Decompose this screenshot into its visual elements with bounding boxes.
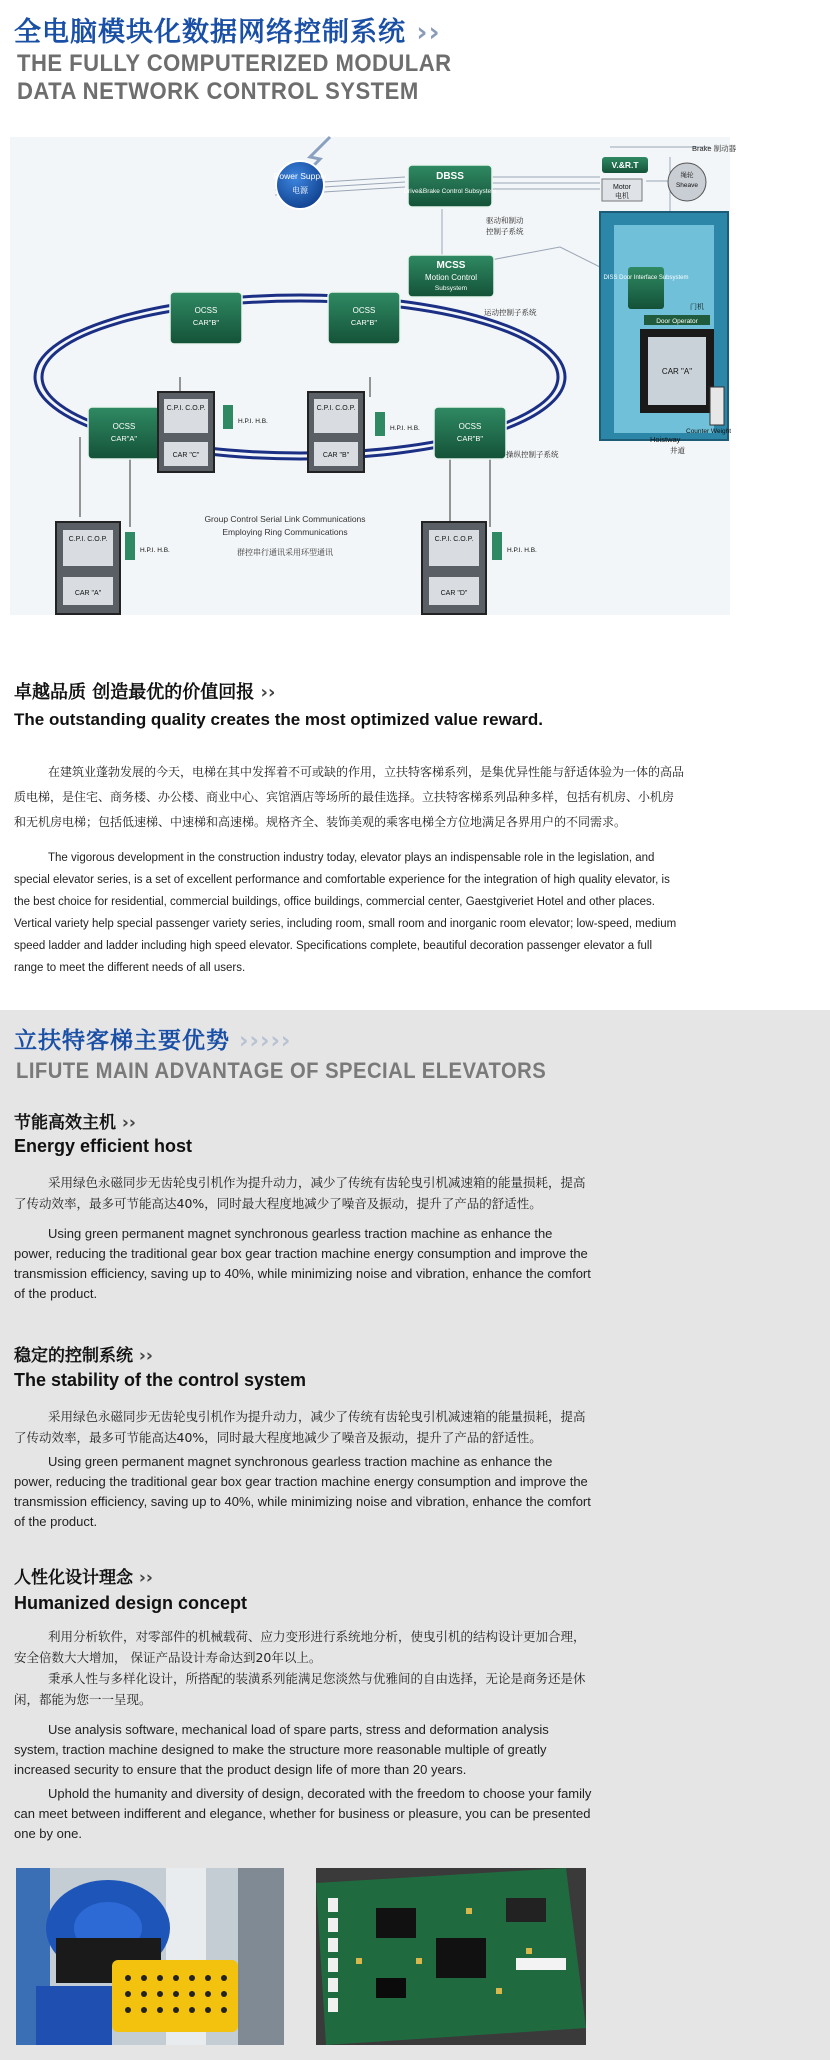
ocss-a-label: OCSS <box>112 422 136 431</box>
car-c-cpi: C.P.I. C.O.P. <box>166 405 206 412</box>
quality-para-en: The vigorous development in the construction industry today, elevator plays an indispensable role in the legislation, and special elevator series, is a set of excellent performance and comfortable experience for the integration of high quality elevator, is the best choice for residential, commercial buildings, office buildings, commercial center, Gaestgiveriet Hotel and other places. Vertical variety help special passenger variety series, including room, small room and inorganic room elevator; low-speed, medium speed ladder and ladder including high speed elevator. Specifications complete, beautiful decoration passenger elevator a full range to meet the different needs of all users. <box>14 852 677 974</box>
ocss-car-a <box>88 407 160 459</box>
sheave-label: Sheave <box>675 182 699 189</box>
quality-heading-cn-text: 卓越品质 创造最优的价值回报 <box>14 682 255 703</box>
design-para-cn-2: 秉承人性与多样化设计，所搭配的装潢系列能满足您淡然与优雅间的自由选择，无论是商务还是休闲，都能为您一一呈现。 <box>14 1671 586 1707</box>
quality-heading-en: The outstanding quality creates the most optimized value reward. <box>14 710 543 729</box>
ocss-car-b-right <box>434 407 506 459</box>
ocss-b2-label: OCSS <box>352 306 376 315</box>
mcss-sub-1: Motion Control <box>424 273 478 282</box>
link-caption-2: Employing Ring Communications <box>222 527 348 537</box>
power-supply-label: Power Supply <box>273 171 327 181</box>
design-para-cn-1: 利用分析软件，对零部件的机械载荷、应力变形进行系统地分析，使曳引机的结构设计更加合理，安全倍数大大增加， 保证产品设计寿命达到20年以上。 <box>14 1629 586 1665</box>
traction-machine-photo <box>16 1868 284 2045</box>
ocss-b3-sub: CAR"B" <box>456 434 484 443</box>
ocss-car-b-center <box>328 292 400 344</box>
car-a-panel <box>56 522 170 614</box>
host-title-cn-text: 节能高效主机 <box>14 1113 116 1133</box>
car-b-panel <box>308 392 420 472</box>
page-title-cn <box>14 10 441 49</box>
network-diagram-svg <box>10 137 737 615</box>
car-d-cpi: C.P.I. C.O.P. <box>434 536 474 543</box>
link-caption-cn: 群控串行通讯采用环型通讯 <box>237 548 333 557</box>
double-chevron-icon: ›› <box>138 1346 153 1366</box>
car-d-panel <box>422 522 537 614</box>
car-b-hpi: H.P.I. H.B. <box>390 425 420 432</box>
power-supply-node <box>276 161 324 209</box>
car-a-cpi: C.P.I. C.O.P. <box>68 536 108 543</box>
sheave-cn: 绳轮 <box>680 172 694 179</box>
control-title-cn <box>14 1341 153 1366</box>
car-b-cpi: C.P.I. C.O.P. <box>316 405 356 412</box>
advantages-heading-cn <box>14 1022 291 1055</box>
design-title-en: Humanized design concept <box>14 1593 248 1613</box>
door-operator-label: Door Operator <box>656 318 698 325</box>
brake-label: Brake 制动器 <box>692 144 737 153</box>
car-a-hpi: H.P.I. H.B. <box>140 547 170 554</box>
double-chevron-icon: ›› <box>416 17 441 48</box>
double-chevron-icon: ›› <box>121 1113 136 1133</box>
power-supply-cn: 电源 <box>292 186 308 195</box>
ocss-b2-sub: CAR"B" <box>350 318 378 327</box>
quality-para-cn: 在建筑业蓬勃发展的今天，电梯在其中发挥着不可或缺的作用，立扶特客梯系列，是集优异性能与舒适体验为一体的高品质电梯，是住宅、商务楼、办公楼、商业中心、宾馆酒店等场所的最佳选择。立扶特客梯系列品种多样，包括有机房、小机房和无机房电梯；包括低速梯、中速梯和高速梯。规格齐全、装饰美观的乘客电梯全方位地满足各界用户的不同需求。 <box>14 765 685 829</box>
car-a-label: CAR "A" <box>74 590 102 597</box>
network-diagram <box>10 137 737 615</box>
counter-weight-icon <box>710 387 724 425</box>
design-title-cn-text: 人性化设计理念 <box>14 1568 133 1588</box>
ocss-b3-label: OCSS <box>458 422 482 431</box>
design-para-en-1: Use analysis software, mechanical load of spare parts, stress and deformation analysis system, traction machine designed to make the structure more reasonable multiple of greatly increased security to ensure that the product design life of more than 20 years. <box>14 1722 549 1777</box>
hoistway-label: Hoistway <box>650 435 681 444</box>
link-caption-1: Group Control Serial Link Communications <box>204 514 366 524</box>
vrt-label: V.&R.T <box>611 160 639 170</box>
hoistway-cn: 井道 <box>670 446 685 455</box>
diss-label: DISS Door Interface Subsystem <box>603 275 689 281</box>
diss-module <box>628 267 664 309</box>
car-d-label: CAR "D" <box>440 590 468 597</box>
car-c-panel <box>158 392 268 472</box>
page-title-en-line2: DATA NETWORK CONTROL SYSTEM <box>17 78 419 105</box>
ocss-cn: 操纵控制子系统 <box>506 450 559 459</box>
mcss-cn: 运动控制子系统 <box>484 308 537 317</box>
dbss-label: DBSS <box>436 171 464 182</box>
control-board-photo <box>316 1868 586 2045</box>
car-a-shaft-label: CAR "A" <box>661 367 693 376</box>
car-b-label: CAR "B" <box>322 452 350 459</box>
car-c-label: CAR "C" <box>172 452 200 459</box>
design-title-cn <box>14 1563 153 1588</box>
car-d-hpi: H.P.I. H.B. <box>507 547 537 554</box>
motor-cn: 电机 <box>615 193 629 200</box>
host-para-cn: 采用绿色永磁同步无齿轮曳引机作为提升动力，减少了传统有齿轮曳引机减速箱的能量损耗，提高了传动效率，最多可节能高达40%，同时最大程度地减少了噪音及振动，提升了产品的舒适性。 <box>14 1175 586 1211</box>
car-c-hpi: H.P.I. H.B. <box>238 418 268 425</box>
quality-body <box>14 760 684 979</box>
mcss-label: MCSS <box>436 260 466 271</box>
title-cn-text: 全电脑模块化数据网络控制系统 <box>14 17 406 48</box>
ocss-b1-sub: CAR"B" <box>192 318 220 327</box>
design-body <box>14 1626 594 1844</box>
advantages-heading-cn-text: 立扶特客梯主要优势 <box>14 1028 230 1054</box>
control-body <box>14 1406 594 1532</box>
dbss-sub: Drive&Brake Control Subsystem <box>403 188 497 195</box>
motor-label: Motor <box>613 184 631 191</box>
double-chevron-icon: ›› <box>260 682 276 703</box>
ocss-a-sub: CAR"A" <box>110 434 138 443</box>
dbss-cn-1: 驱动和制动 <box>486 216 524 225</box>
control-board-illustration <box>316 1868 586 2045</box>
counter-weight-label: Counter Weight <box>686 428 732 435</box>
control-para-cn: 采用绿色永磁同步无齿轮曳引机作为提升动力，减少了传统有齿轮曳引机减速箱的能量损耗，提高了传动效率，最多可节能高达40%，同时最大程度地减少了噪音及振动，提升了产品的舒适性。 <box>14 1409 586 1445</box>
design-para-en-2: Uphold the humanity and diversity of design, decorated with the freedom to choose your family can meet between indifferent and elegance, whether for business or pleasure, you can be presented one by one. <box>14 1786 592 1841</box>
host-title-cn <box>14 1108 136 1133</box>
host-para-en: Using green permanent magnet synchronous gearless traction machine as enhance the power, reducing the traditional gear box gear traction machine energy consumption and improve the transmission efficiency, saving up to 40%, while minimizing noise and vibration, enhance the comfort of the product. <box>14 1226 591 1301</box>
double-chevron-icon: ›› <box>138 1568 153 1588</box>
dbss-cn-2: 控制子系统 <box>486 227 524 236</box>
host-body <box>14 1172 594 1304</box>
ocss-b1-label: OCSS <box>194 306 218 315</box>
door-motor-cn: 门机 <box>690 304 704 311</box>
advantages-heading-en: LIFUTE MAIN ADVANTAGE OF SPECIAL ELEVATORS <box>16 1058 547 1083</box>
quality-heading-cn <box>14 678 275 704</box>
page-title-en-line1: THE FULLY COMPUTERIZED MODULAR <box>17 50 452 77</box>
control-para-en: Using green permanent magnet synchronous gearless traction machine as enhance the power, reducing the traditional gear box gear traction machine energy consumption and improve the transmission efficiency, saving up to 40%, while minimizing noise and vibration, enhance the comfort of the product. <box>14 1454 591 1529</box>
control-title-cn-text: 稳定的控制系统 <box>14 1346 133 1366</box>
double-chevron-icon: ››››› <box>239 1028 292 1054</box>
traction-machine-illustration <box>16 1868 284 2045</box>
host-title-en: Energy efficient host <box>14 1136 193 1156</box>
control-title-en: The stability of the control system <box>14 1370 307 1390</box>
mcss-sub-2: Subsystem <box>434 285 468 292</box>
ocss-car-b-left <box>170 292 242 344</box>
